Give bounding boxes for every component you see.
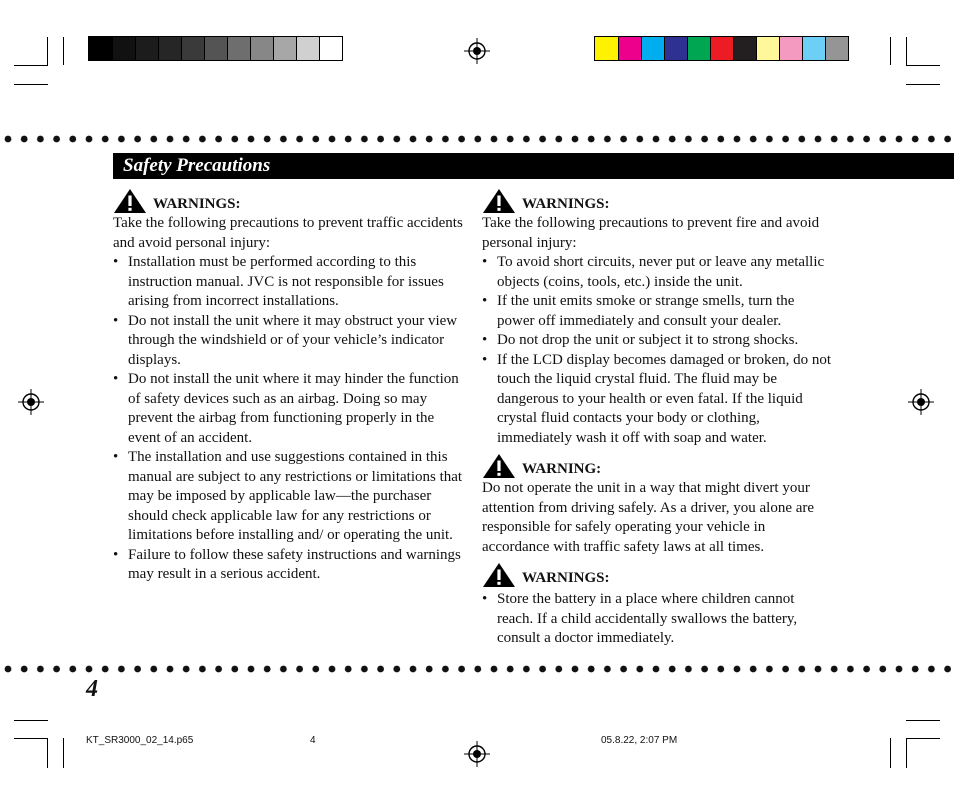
crop-mark (14, 84, 48, 85)
registration-mark-icon (464, 741, 490, 767)
slug-page: 4 (310, 735, 316, 746)
crop-mark (906, 720, 940, 721)
slug-datetime: 05.8.22, 2:07 PM (601, 735, 678, 746)
color-swatch (710, 37, 733, 60)
color-swatch (641, 37, 664, 60)
list-item: • Do not install the unit where it may obstruct your view through the windshield or of your vehicle’s indicator displays. (113, 312, 463, 371)
warning-heading (482, 453, 834, 479)
warning-heading (482, 562, 834, 588)
crop-mark (906, 84, 940, 85)
color-swatch (227, 37, 250, 60)
section-title: Safety Precautions (123, 155, 271, 176)
warning-triangle-icon (482, 453, 516, 479)
left-column (113, 188, 463, 585)
page-number: 4 (86, 676, 98, 702)
warning-list (482, 253, 834, 448)
slug-filename: KT_SR3000_02_14.p65 (86, 735, 194, 746)
process-color-bar (594, 36, 849, 61)
list-item: • If the unit emits smoke or strange smells, turn the power off immediately and consult your dealer. (482, 292, 834, 331)
list-item: • Store the battery in a place where children cannot reach. If a child accidentally swallows the battery, consult a doctor immediately. (482, 590, 834, 649)
warning-label: WARNINGS: (153, 196, 241, 212)
color-swatch (296, 37, 319, 60)
warning-list (482, 590, 834, 649)
color-swatch (756, 37, 779, 60)
warning-triangle-icon (113, 188, 147, 214)
section-title-bar (113, 153, 954, 179)
crop-mark (906, 738, 907, 768)
warning-heading (113, 188, 463, 214)
color-swatch (181, 37, 204, 60)
registration-mark-icon (464, 38, 490, 64)
list-item: • If the LCD display becomes damaged or broken, do not touch the liquid crystal fluid. The fluid may be dangerous to your health or even fatal. If the liquid crystal fluid contacts your body or clothing, immediately wash it off with soap and water. (482, 351, 834, 449)
crop-mark (906, 65, 940, 66)
crop-mark (47, 37, 48, 65)
list-item: • Installation must be performed according to this instruction manual. JVC is not responsible for issues arising from incorrect installations. (113, 253, 463, 312)
color-swatch (595, 37, 618, 60)
color-swatch (687, 37, 710, 60)
warning-triangle-icon (482, 562, 516, 588)
color-swatch (250, 37, 273, 60)
crop-mark (47, 738, 48, 768)
warning-intro: Take the following precautions to prevent traffic accidents and avoid personal injury: (113, 215, 463, 251)
color-swatch (779, 37, 802, 60)
list-item: • The installation and use suggestions contained in this manual are subject to any restrictions or limitations that may be imposed by applicable law—the purchaser should check applicable law for any restrictions or limitations before installing and/ or operating the unit. (113, 448, 463, 546)
dotted-rule (0, 133, 954, 145)
registration-mark-icon (908, 389, 934, 415)
crop-mark (890, 37, 891, 65)
crop-mark (14, 720, 48, 721)
list-item: • Failure to follow these safety instructions and warnings may result in a serious accident. (113, 546, 463, 585)
crop-mark (906, 37, 907, 65)
color-swatch (158, 37, 181, 60)
crop-mark (906, 738, 940, 739)
grayscale-color-bar (88, 36, 343, 61)
color-swatch (112, 37, 135, 60)
color-swatch (618, 37, 641, 60)
color-swatch (802, 37, 825, 60)
warning-triangle-icon (482, 188, 516, 214)
color-swatch (135, 37, 158, 60)
warning-label: WARNINGS: (522, 196, 610, 212)
color-swatch (664, 37, 687, 60)
warning-text: Do not operate the unit in a way that might divert your attention from driving safely. As a driver, you alone are responsible for safely operating your vehicle in accordance with traffic safety laws at all times. (482, 480, 815, 555)
crop-mark (14, 738, 48, 739)
list-item: • Do not install the unit where it may hinder the function of safety devices such as an airbag. Doing so may prevent the airbag from functioning properly in the event of an accident. (113, 370, 463, 448)
color-swatch (319, 37, 342, 60)
color-swatch (273, 37, 296, 60)
color-swatch (89, 37, 112, 60)
warning-list (113, 253, 463, 585)
crop-mark (890, 738, 891, 768)
dotted-rule (0, 663, 954, 675)
right-column (482, 188, 834, 649)
color-swatch (204, 37, 227, 60)
warning-label: WARNING: (522, 461, 602, 477)
warning-heading (482, 188, 834, 214)
list-item: • To avoid short circuits, never put or leave any metallic objects (coins, tools, etc.) inside the unit. (482, 253, 834, 292)
warning-label: WARNINGS: (522, 570, 610, 586)
color-swatch (733, 37, 756, 60)
list-item: • Do not drop the unit or subject it to strong shocks. (482, 331, 834, 351)
crop-mark (63, 37, 64, 65)
color-swatch (825, 37, 848, 60)
warning-intro: Take the following precautions to prevent fire and avoid personal injury: (482, 215, 820, 251)
crop-mark (14, 65, 48, 66)
registration-mark-icon (18, 389, 44, 415)
crop-mark (63, 738, 64, 768)
